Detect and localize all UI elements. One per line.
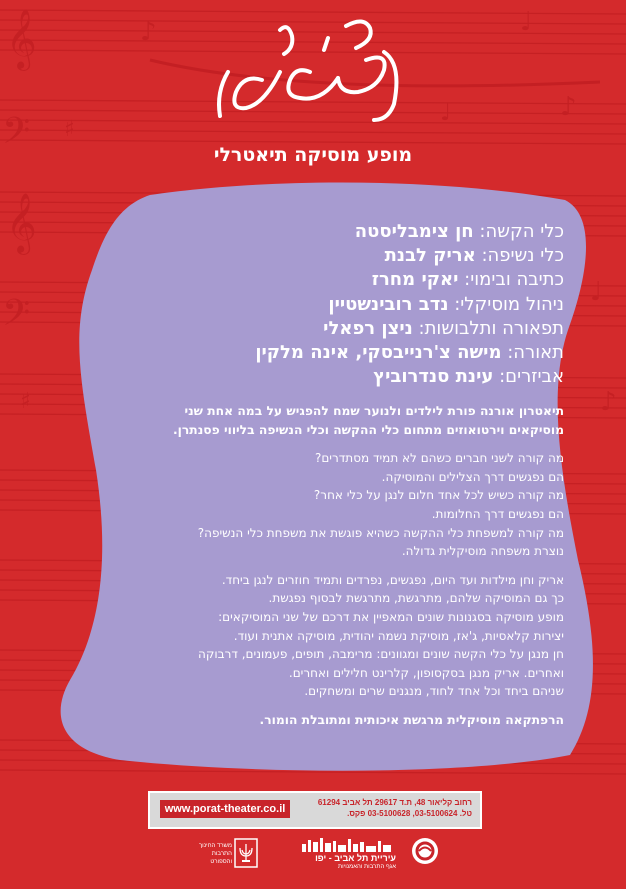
question-line: מה קורה לשני חברים כשהם לא תמיד מסתדרים? bbox=[314, 451, 564, 466]
credit-name: מישה צ'רנייבסקי, אינה מלקין bbox=[255, 342, 502, 364]
description-text bbox=[4, 402, 564, 740]
credit-role: ניהול מוסיקלי: bbox=[454, 293, 564, 315]
credit-percussion bbox=[104, 220, 564, 244]
svg-text:𝄞: 𝄞 bbox=[6, 193, 37, 253]
credit-name: עינת סנדרוביץ bbox=[373, 366, 494, 388]
contact-address bbox=[296, 797, 472, 819]
question-line: נוצרת משפחה מוסיקלית גדולה. bbox=[401, 544, 564, 559]
phone-line: טל. 03-5100624, 03-5100628 פקס. bbox=[347, 809, 472, 818]
description-line: חן מנגן על כלי הקשה שונים ומגוונים: מרימבה, תופים, פעמונים, דרבוקה bbox=[198, 647, 564, 662]
credit-name: ניצן רפאלי bbox=[323, 317, 413, 339]
credit-winds bbox=[104, 244, 564, 268]
question-line: מה קורה כשיש לכל אחד חלום לנגן על כלי אחר? bbox=[313, 488, 564, 503]
description-line: ואחרים. אריק מנגן בסקסופון, קלרינט חלילים ואחרים. bbox=[288, 665, 564, 680]
show-logo bbox=[188, 8, 438, 138]
credit-lighting bbox=[104, 341, 564, 365]
credit-set-costumes bbox=[104, 317, 564, 341]
intro-line: תיאטרון אורנה פורת לילדים ולנוער שמח להפגיש על במה אחת שני bbox=[184, 404, 564, 418]
question-line: הם נפגשים דרך החלומות. bbox=[431, 506, 564, 521]
tel-aviv-label: עיריית תל אביב - יפו bbox=[315, 853, 396, 863]
questions-paragraph bbox=[4, 449, 564, 561]
intro-line: מוסיקאים וירטואוזים מתחום כלי ההקשה וכלי הנשיפה בליווי פסנתרן. bbox=[173, 422, 564, 437]
address-line: רחוב קליאור 48, ת.ד 29617 תל אביב 61294 bbox=[317, 798, 472, 807]
intro-paragraph bbox=[4, 402, 564, 439]
svg-text:♩: ♩ bbox=[440, 98, 452, 126]
svg-text:𝄢: 𝄢 bbox=[2, 110, 31, 161]
svg-text:♩: ♩ bbox=[520, 7, 533, 37]
ministry-label: משרד החינוך התרבות והספורט bbox=[198, 843, 232, 865]
question-line: הם נפגשים דרך הצלילים והמוסיקה. bbox=[381, 469, 564, 484]
description-line: כך גם המוסיקה שלהם, מתרגשת, מתרגשת לבסוף נפגשת. bbox=[268, 591, 564, 606]
description-line: שניהם ביחד וכל אחד לחוד, מנגנים שרים ומשחקים. bbox=[304, 684, 564, 699]
credit-role: תפאורה ותלבושות: bbox=[418, 317, 564, 339]
credit-music-direction bbox=[104, 293, 564, 317]
credit-role: כתיבה ובימוי: bbox=[464, 269, 564, 291]
closing-line: הרפתקאה מוסיקלית מרגשת איכותית ומתובלת הומור. bbox=[259, 712, 564, 727]
menorah-emblem-icon bbox=[234, 838, 258, 868]
svg-text:♪: ♪ bbox=[140, 17, 157, 47]
description-line: מופע מוסיקה בסגנונות שונים המאפיין את דרכם של שני המוסיקאים: bbox=[218, 609, 564, 624]
svg-text:♪: ♪ bbox=[560, 92, 577, 122]
description-line: אריק וחן מילדות ועד היום, נפגשים, נפרדים ותמיד חוזרים לנגן ביחד. bbox=[221, 572, 564, 587]
tel-aviv-sublabel: אגף התרבות והאמנויות bbox=[337, 864, 396, 870]
credit-role: אביזרים: bbox=[499, 366, 564, 388]
theater-logo-icon bbox=[410, 836, 440, 866]
credit-name: יאקי מחרז bbox=[371, 269, 459, 291]
credit-name: חן צימבליסטה bbox=[354, 221, 474, 242]
credit-role: כלי נשיפה: bbox=[481, 245, 564, 267]
question-line: מה קורה למשפחת כלי ההקשה כשהיא פוגשת את משפחת כלי הנשיפה? bbox=[197, 525, 564, 540]
credit-writing-directing bbox=[104, 268, 564, 292]
credit-name: נדב רובינשטיין bbox=[328, 293, 449, 315]
credit-props bbox=[104, 365, 564, 389]
description-line: יצירות קלאסיות, ג'אז, מוסיקת נשמה יהודית, מוסיקה אתנית ועוד. bbox=[233, 628, 564, 643]
svg-text:♯: ♯ bbox=[20, 389, 31, 414]
ministry-logo bbox=[198, 836, 276, 876]
credit-role: תאורה: bbox=[507, 342, 564, 364]
svg-text:♪: ♪ bbox=[600, 387, 617, 417]
website-link[interactable]: www.porat-theater.co.il bbox=[160, 800, 290, 818]
svg-text:♩: ♩ bbox=[590, 277, 603, 307]
svg-text:𝄢: 𝄢 bbox=[2, 292, 31, 343]
tel-aviv-logo bbox=[300, 836, 396, 876]
city-skyline-icon bbox=[300, 836, 396, 852]
credit-role: כלי הקשה: bbox=[479, 221, 564, 242]
theater-logo bbox=[410, 836, 440, 876]
description-paragraph bbox=[4, 571, 564, 701]
svg-text:♯: ♯ bbox=[64, 117, 75, 142]
show-subtitle: מופע מוסיקה תיאטרלי bbox=[213, 144, 413, 166]
logo-text: צליל משורש bbox=[188, 8, 194, 9]
credit-name: אריק לבנת bbox=[384, 245, 476, 267]
credits-list bbox=[104, 220, 564, 389]
svg-text:𝄞: 𝄞 bbox=[6, 9, 37, 69]
